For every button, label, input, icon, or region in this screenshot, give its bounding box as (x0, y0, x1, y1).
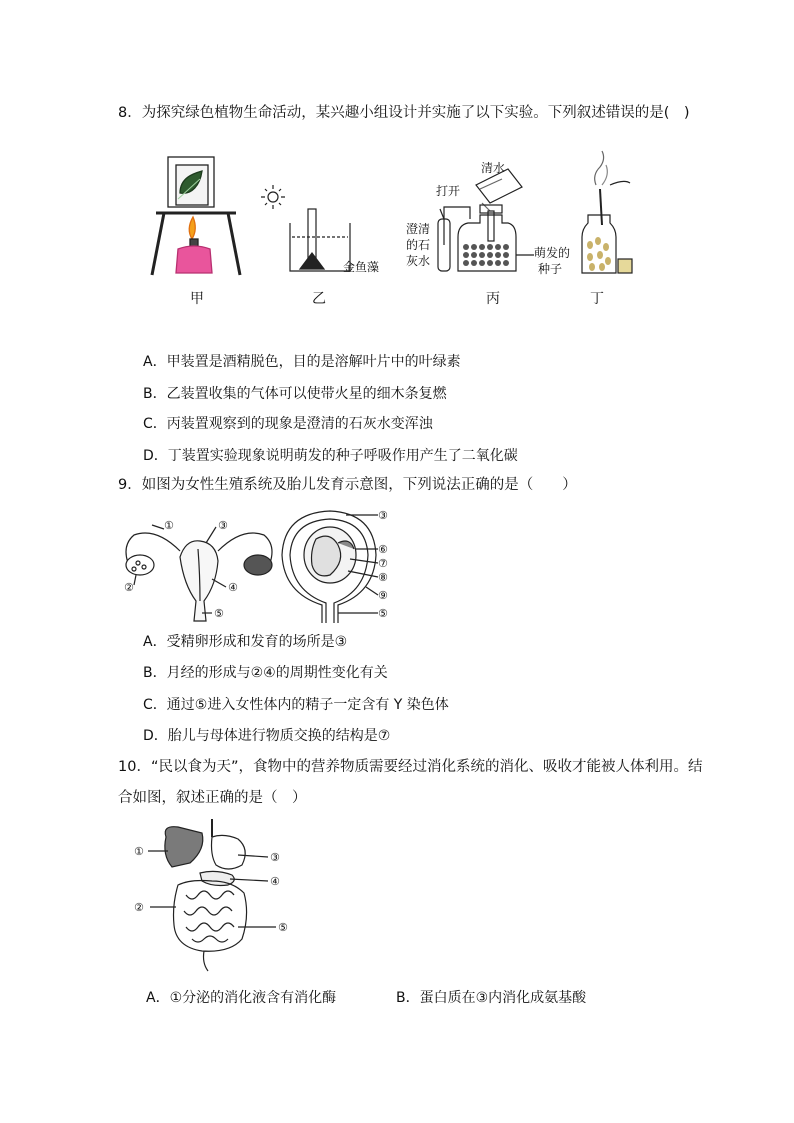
label-limewater-2: 的石 (406, 238, 431, 252)
label-seeds-2: 种子 (538, 262, 563, 276)
marker-4: ④ (270, 875, 280, 888)
marker-left-1: ① (164, 519, 174, 532)
marker-left-2: ② (124, 581, 134, 594)
caption-yi: 乙 (312, 291, 326, 307)
digestive-system-diagram (148, 819, 276, 971)
marker-right-6: ⑥ (378, 543, 388, 556)
caption-ding: 丁 (590, 291, 604, 307)
marker-left-3: ③ (218, 519, 228, 532)
q10-option-b: B．蛋白质在③内消化成氨基酸 (396, 990, 587, 1006)
marker-right-8: ⑧ (378, 571, 388, 584)
marker-5: ⑤ (278, 921, 288, 934)
figure-ding (582, 151, 632, 273)
figure-jia (152, 157, 240, 275)
marker-1: ① (134, 845, 144, 858)
fetal-development-diagram (282, 511, 378, 623)
marker-right-9: ⑨ (378, 589, 388, 602)
q9-option-d: D．胎儿与母体进行物质交换的结构是⑦ (143, 728, 391, 744)
q8-option-a: A．甲装置是酒精脱色，目的是溶解叶片中的叶绿素 (143, 354, 461, 370)
q8-option-c: C．丙装置观察到的现象是澄清的石灰水变浑浊 (143, 416, 433, 432)
label-golden-fish-weed: 金鱼藻 (343, 260, 380, 274)
reproductive-system-diagram (126, 525, 272, 621)
figure-yi (261, 185, 350, 271)
q9-stem: 9．如图为女性生殖系统及胎儿发育示意图，下列说法正确的是（ ） (118, 477, 577, 493)
label-limewater-1: 澄清 (406, 222, 431, 236)
q8-stem: 8．为探究绿色植物生命活动，某兴趣小组设计并实施了以下实验。下列叙述错误的是( ) (118, 105, 690, 121)
label-seeds-1: 萌发的 (534, 246, 571, 260)
q8-option-b: B．乙装置收集的气体可以使带火星的细木条复燃 (143, 386, 447, 402)
marker-left-4: ④ (228, 581, 238, 594)
marker-3: ③ (270, 851, 280, 864)
label-limewater-3: 灰水 (406, 254, 431, 268)
marker-left-5: ⑤ (214, 607, 224, 620)
q8-option-d: D．丁装置实验现象说明萌发的种子呼吸作用产生了二氧化碳 (143, 448, 518, 464)
q8-figure (140, 145, 660, 315)
q10-stem-line1: 10．“民以食为天”，食物中的营养物质需要经过消化系统的消化、吸收才能被人体利用。结 (118, 759, 703, 775)
q10-figure (132, 815, 302, 975)
caption-bing: 丙 (486, 291, 500, 307)
q9-option-a: A．受精卵形成和发育的场所是③ (143, 634, 348, 650)
q9-option-b: B．月经的形成与②④的周期性变化有关 (143, 665, 388, 681)
q10-option-a: A．①分泌的消化液含有消化酶 (146, 990, 337, 1006)
label-open: 打开 (436, 184, 461, 198)
marker-right-7: ⑦ (378, 557, 388, 570)
marker-2: ② (134, 901, 144, 914)
q10-stem-line2: 合如图，叙述正确的是（ ） (118, 790, 307, 806)
q9-figure (116, 505, 406, 625)
marker-right-3: ③ (378, 509, 388, 522)
label-clear-water: 清水 (481, 161, 506, 175)
q9-option-c: C．通过⑤进入女性体内的精子一定含有 Y 染色体 (143, 697, 449, 713)
caption-jia: 甲 (190, 291, 204, 307)
marker-right-5: ⑤ (378, 607, 388, 620)
